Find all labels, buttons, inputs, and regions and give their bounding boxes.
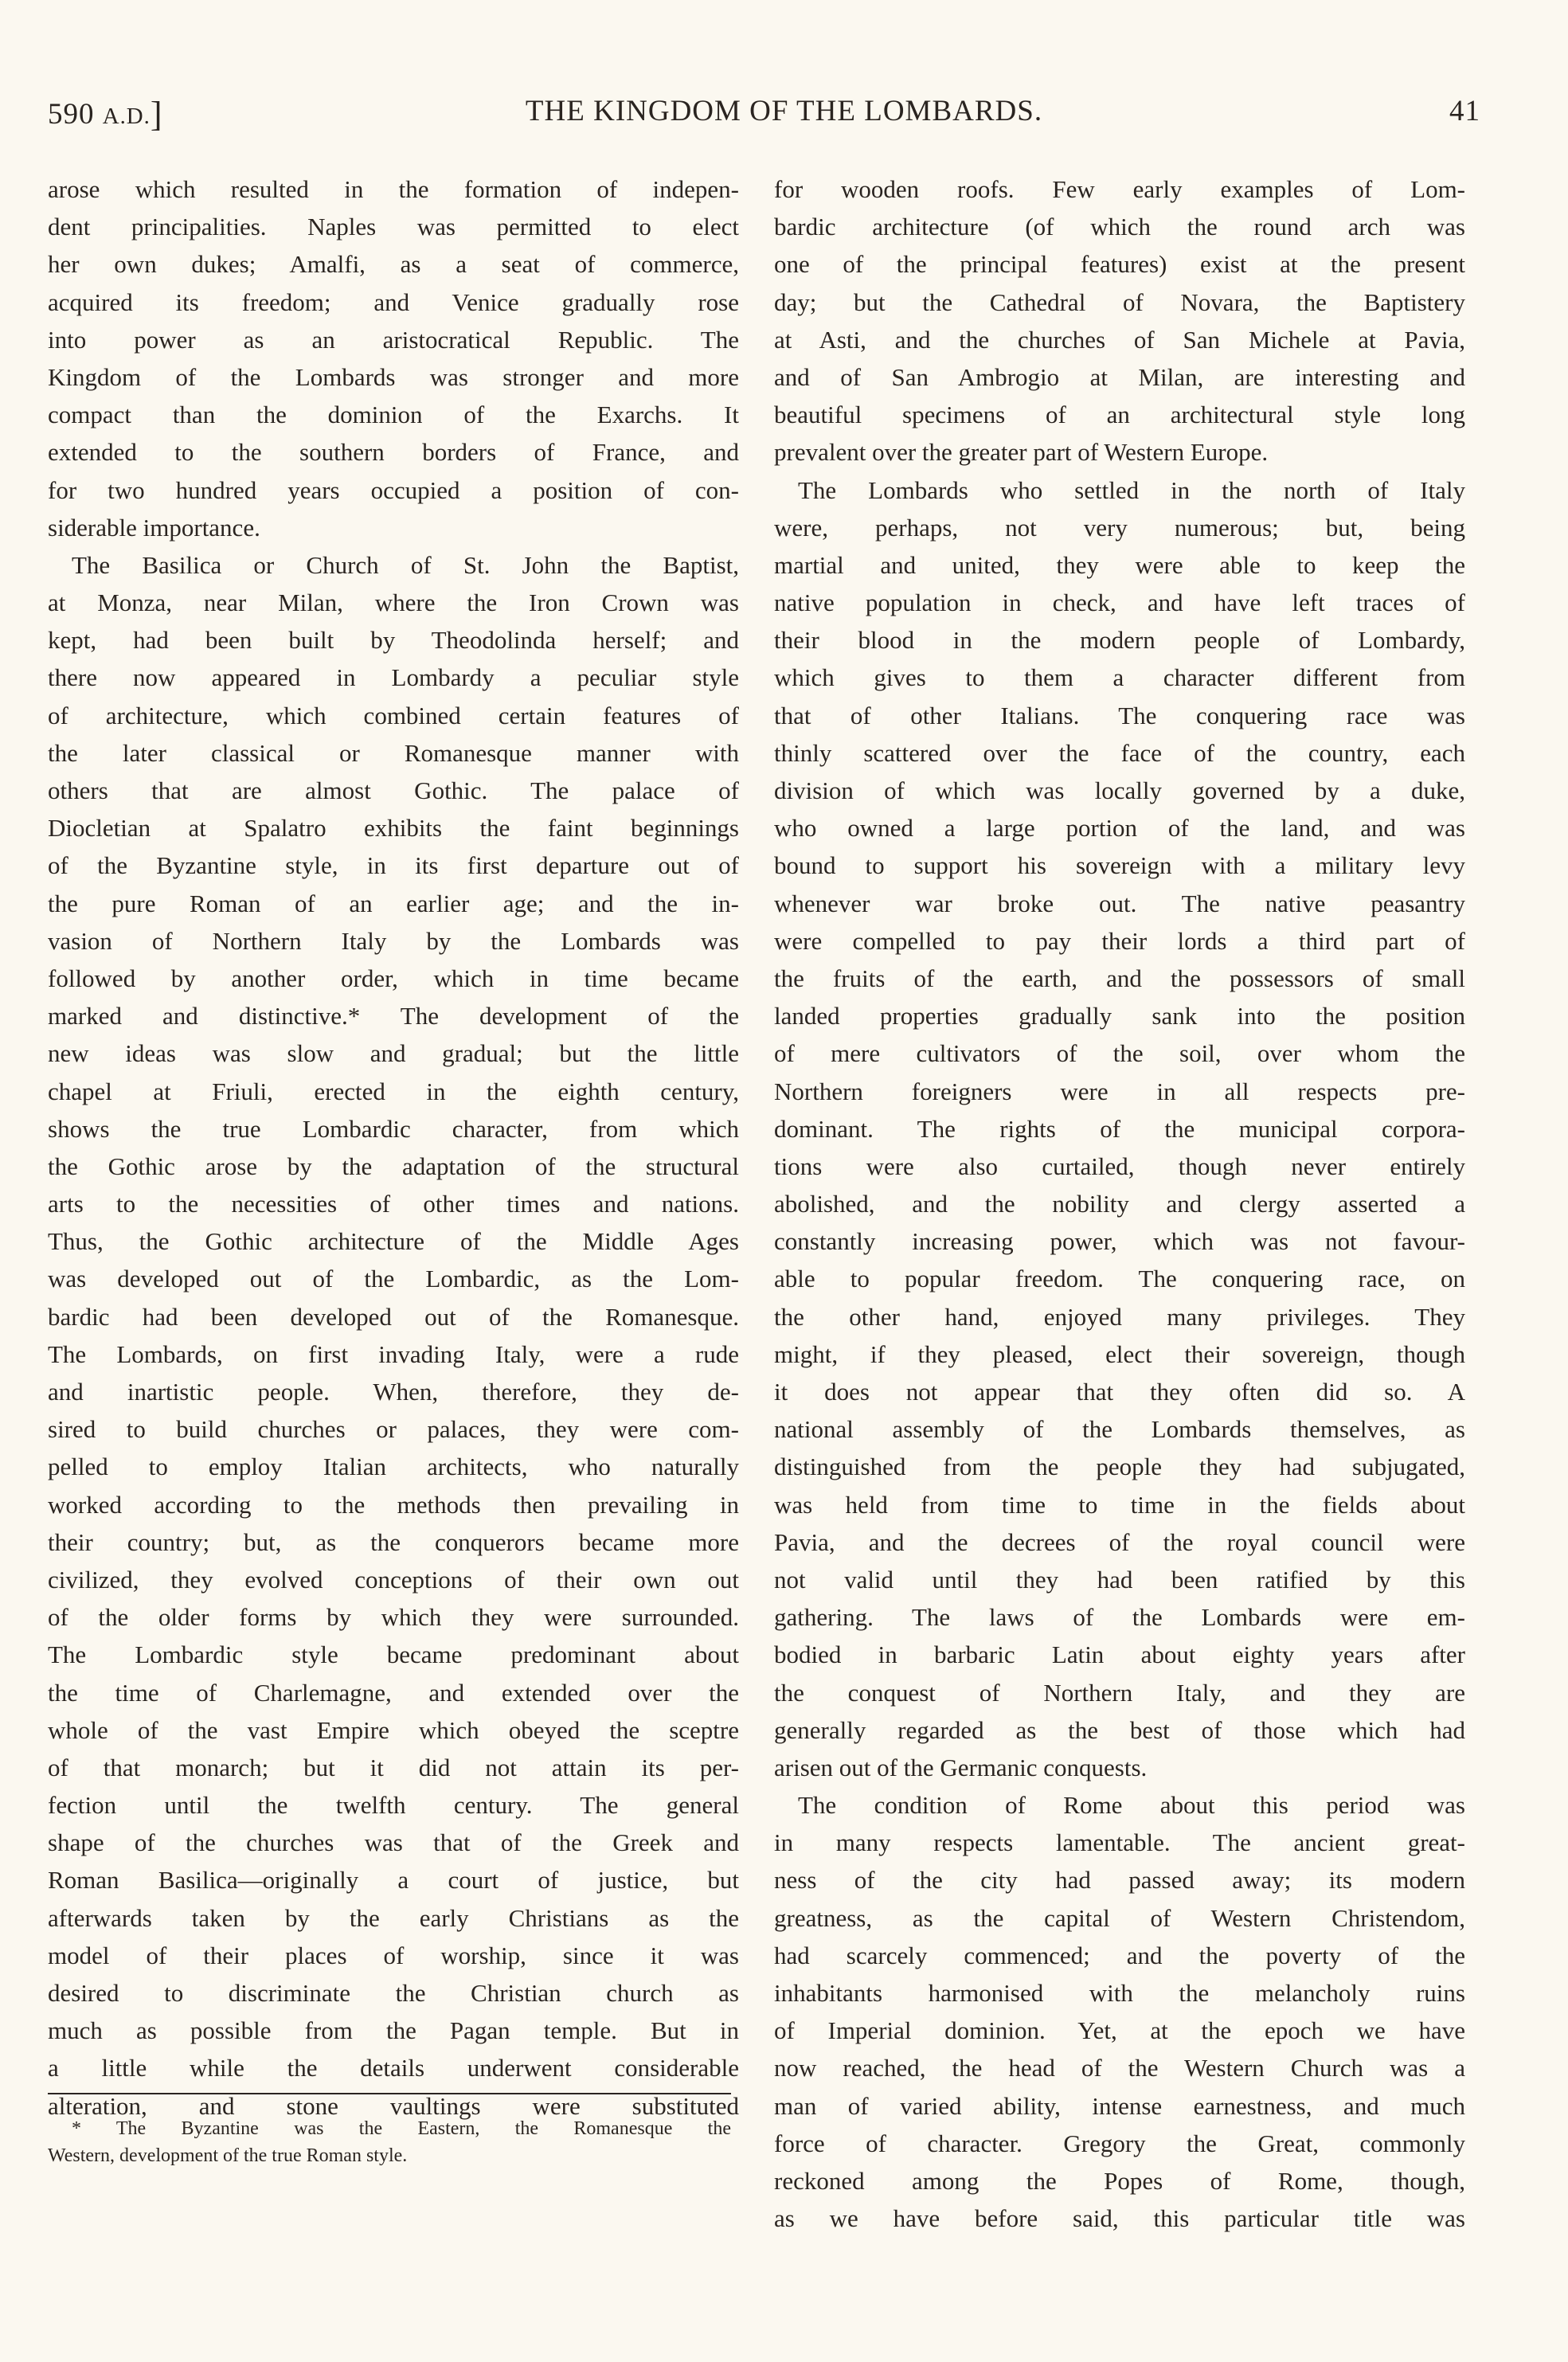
- text-line: of that monarch; but it did not attain its per-: [48, 1753, 739, 1781]
- text-line: the fruits of the earth, and the possessors of small: [774, 964, 1465, 992]
- header-bracket: ]: [150, 95, 163, 134]
- text-line: now reached, the head of the Western Church was a: [774, 2054, 1465, 2082]
- text-line: others that are almost Gothic. The palace of: [48, 776, 739, 804]
- text-line: model of their places of worship, since it was: [48, 1941, 739, 1969]
- text-line: shows the true Lombardic character, from which: [48, 1114, 739, 1143]
- text-line: landed properties gradually sank into the position: [774, 1002, 1465, 1030]
- text-line: shape of the churches was that of the Greek and: [48, 1828, 739, 1857]
- text-line: Roman Basilica—originally a court of justice, but: [48, 1866, 739, 1895]
- text-line: force of character. Gregory the Great, commonly: [774, 2129, 1465, 2157]
- text-line: pelled to employ Italian architects, who naturally: [48, 1453, 739, 1481]
- text-line: and of San Ambrogio at Milan, are interesting and: [774, 362, 1465, 391]
- text-line: the later classical or Romanesque manner with: [48, 738, 739, 767]
- text-line: were, perhaps, not very numerous; but, being: [774, 513, 1465, 542]
- text-line: The Basilica or Church of St. John the Baptist,: [72, 550, 739, 579]
- text-line: siderable importance.: [48, 513, 260, 542]
- text-line: martial and united, they were able to keep the: [774, 550, 1465, 579]
- text-line: a little while the details underwent considerable: [48, 2054, 739, 2082]
- text-line: whole of the vast Empire which obeyed the sceptre: [48, 1715, 739, 1744]
- text-line: the Gothic arose by the adaptation of the structural: [48, 1152, 739, 1180]
- left-column: [48, 170, 739, 2125]
- text-line: one of the principal features) exist at the present: [774, 250, 1465, 279]
- text-line: marked and distinctive.* The development of the: [48, 1002, 739, 1030]
- text-line: was held from time to time in the fields about: [774, 1490, 1465, 1519]
- text-line: kept, had been built by Theodolinda herself; and: [48, 626, 739, 655]
- text-line: afterwards taken by the early Christians as the: [48, 1903, 739, 1932]
- text-line: of architecture, which combined certain features of: [48, 701, 739, 729]
- text-line: who owned a large portion of the land, and was: [774, 814, 1465, 843]
- text-line: fection until the twelfth century. The general: [48, 1791, 739, 1820]
- text-line: dominant. The rights of the municipal corpora-: [774, 1114, 1465, 1143]
- text-line: reckoned among the Popes of Rome, though,: [774, 2166, 1465, 2195]
- text-line: tions were also curtailed, though never entirely: [774, 1152, 1465, 1180]
- text-line: her own dukes; Amalfi, as a seat of commerce,: [48, 250, 739, 279]
- text-line: arts to the necessities of other times and nations.: [48, 1190, 739, 1218]
- text-line: desired to discriminate the Christian church as: [48, 1979, 739, 2007]
- text-line: alteration, and stone vaultings were substituted: [48, 2091, 739, 2120]
- text-line: able to popular freedom. The conquering race, on: [774, 1265, 1465, 1293]
- text-line: prevalent over the greater part of Western Europe.: [774, 438, 1269, 467]
- text-line: civilized, they evolved conceptions of their own out: [48, 1565, 739, 1594]
- footnote: [48, 2115, 731, 2169]
- text-line: the time of Charlemagne, and extended over the: [48, 1678, 739, 1707]
- text-line: of Imperial dominion. Yet, at the epoch we have: [774, 2016, 1465, 2045]
- text-line: for wooden roofs. Few early examples of Lom-: [774, 175, 1465, 203]
- text-line: Northern foreigners were in all respects pre-: [774, 1077, 1465, 1105]
- text-line: it does not appear that they often did so. A: [774, 1378, 1465, 1406]
- text-line: arisen out of the Germanic conquests.: [774, 1753, 1148, 1781]
- text-line: inhabitants harmonised with the melancholy ruins: [774, 1979, 1465, 2007]
- footnote-line: Western, development of the true Roman style.: [48, 2145, 408, 2166]
- footnote-rule: [48, 2093, 731, 2094]
- text-line: Diocletian at Spalatro exhibits the faint beginnings: [48, 814, 739, 843]
- text-line: bound to support his sovereign with a military levy: [774, 851, 1465, 880]
- text-line: The Lombards who settled in the north of Italy: [798, 475, 1465, 504]
- page-number: 41: [1449, 95, 1480, 127]
- text-line: might, if they pleased, elect their sovereign, though: [774, 1339, 1465, 1368]
- text-line: division of which was locally governed by a duke,: [774, 776, 1465, 804]
- text-line: into power as an aristocratical Republic. The: [48, 325, 739, 354]
- text-line: the conquest of Northern Italy, and they are: [774, 1678, 1465, 1707]
- text-line: and inartistic people. When, therefore, they de-: [48, 1378, 739, 1406]
- text-line: national assembly of the Lombards themselves, as: [774, 1415, 1465, 1444]
- header-year: 590: [48, 98, 95, 131]
- text-line: gathering. The laws of the Lombards were em-: [774, 1603, 1465, 1632]
- text-line: which gives to them a character different from: [774, 663, 1465, 692]
- text-line: as we have before said, this particular title was: [774, 2204, 1465, 2233]
- footnote-line: * The Byzantine was the Eastern, the Romanesque the: [72, 2118, 731, 2139]
- right-column: [774, 170, 1465, 2237]
- text-line: was developed out of the Lombardic, as the Lom-: [48, 1265, 739, 1293]
- text-line: constantly increasing power, which was not favour-: [774, 1227, 1465, 1256]
- text-line: bardic architecture (of which the round arch was: [774, 213, 1465, 241]
- text-line: man of varied ability, intense earnestness, and much: [774, 2091, 1465, 2120]
- text-line: worked according to the methods then prevailing in: [48, 1490, 739, 1519]
- text-line: ness of the city had passed away; its modern: [774, 1866, 1465, 1895]
- text-line: bodied in barbaric Latin about eighty years after: [774, 1640, 1465, 1669]
- header-title: THE KINGDOM OF THE LOMBARDS.: [525, 95, 1043, 127]
- text-line: had scarcely commenced; and the poverty of the: [774, 1941, 1465, 1969]
- text-line: chapel at Friuli, erected in the eighth century,: [48, 1077, 739, 1105]
- text-line: whenever war broke out. The native peasantry: [774, 889, 1465, 917]
- text-line: at Monza, near Milan, where the Iron Crown was: [48, 589, 739, 617]
- text-line: dent principalities. Naples was permitted to elect: [48, 213, 739, 241]
- text-line: compact than the dominion of the Exarchs. It: [48, 401, 739, 429]
- text-line: of the Byzantine style, in its first departure out of: [48, 851, 739, 880]
- text-line: extended to the southern borders of France, and: [48, 438, 739, 467]
- text-line: distinguished from the people they had subjugated,: [774, 1453, 1465, 1481]
- text-line: Kingdom of the Lombards was stronger and more: [48, 362, 739, 391]
- text-line: not valid until they had been ratified by this: [774, 1565, 1465, 1594]
- text-line: thinly scattered over the face of the country, each: [774, 738, 1465, 767]
- text-line: The Lombardic style became predominant about: [48, 1640, 739, 1669]
- text-line: bardic had been developed out of the Romanesque.: [48, 1302, 739, 1331]
- text-line: in many respects lamentable. The ancient great-: [774, 1828, 1465, 1857]
- text-line: of the older forms by which they were surrounded.: [48, 1603, 739, 1632]
- text-line: followed by another order, which in time became: [48, 964, 739, 992]
- text-line: new ideas was slow and gradual; but the little: [48, 1039, 739, 1068]
- text-line: the pure Roman of an earlier age; and the in-: [48, 889, 739, 917]
- text-line: at Asti, and the churches of San Michele at Pavia,: [774, 325, 1465, 354]
- text-line: vasion of Northern Italy by the Lombards was: [48, 926, 739, 955]
- text-line: the other hand, enjoyed many privileges. They: [774, 1302, 1465, 1331]
- text-line: that of other Italians. The conquering race was: [774, 701, 1465, 729]
- running-header: [48, 94, 1520, 142]
- text-line: abolished, and the nobility and clergy asserted a: [774, 1190, 1465, 1218]
- text-line: day; but the Cathedral of Novara, the Baptistery: [774, 287, 1465, 316]
- text-line: for two hundred years occupied a position of con-: [48, 475, 739, 504]
- header-era: A.D.: [102, 104, 151, 129]
- text-line: of mere cultivators of the soil, over whom the: [774, 1039, 1465, 1068]
- text-line: sired to build churches or palaces, they were com-: [48, 1415, 739, 1444]
- text-line: acquired its freedom; and Venice gradually rose: [48, 287, 739, 316]
- text-line: The Lombards, on first invading Italy, were a rude: [48, 1339, 739, 1368]
- text-line: were compelled to pay their lords a third part of: [774, 926, 1465, 955]
- text-line: native population in check, and have left traces of: [774, 589, 1465, 617]
- text-line: Pavia, and the decrees of the royal council were: [774, 1527, 1465, 1556]
- text-line: their country; but, as the conquerors became more: [48, 1527, 739, 1556]
- text-line: The condition of Rome about this period was: [798, 1791, 1465, 1820]
- text-line: their blood in the modern people of Lombardy,: [774, 626, 1465, 655]
- text-line: much as possible from the Pagan temple. But in: [48, 2016, 739, 2045]
- text-line: beautiful specimens of an architectural style long: [774, 401, 1465, 429]
- text-line: there now appeared in Lombardy a peculiar style: [48, 663, 739, 692]
- text-line: Thus, the Gothic architecture of the Middle Ages: [48, 1227, 739, 1256]
- text-line: greatness, as the capital of Western Christendom,: [774, 1903, 1465, 1932]
- text-line: generally regarded as the best of those which had: [774, 1715, 1465, 1744]
- text-line: arose which resulted in the formation of indepen-: [48, 175, 739, 203]
